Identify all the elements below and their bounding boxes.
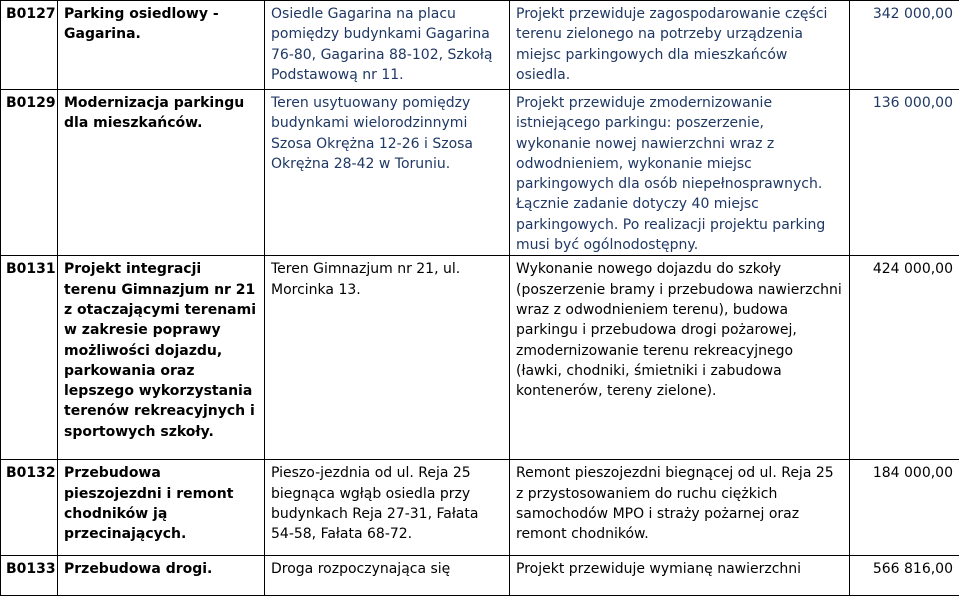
project-amount: 424 000,00	[850, 256, 959, 460]
project-code: B0132	[1, 460, 58, 556]
project-location: Pieszo-jezdnia od ul. Reja 25 biegnąca wgłąb osiedla przy budynkach Reja 27-31, Fałata 54-58, Fałata 68-72.	[265, 460, 510, 556]
project-code: B0127	[1, 1, 58, 90]
project-description: Projekt przewiduje wymianę nawierzchni	[510, 556, 850, 596]
project-amount: 136 000,00	[850, 90, 959, 256]
project-description: Remont pieszojezdni biegnącej od ul. Reja 25 z przystosowaniem do ruchu ciężkich samochodów MPO i straży pożarnej oraz remont chodników.	[510, 460, 850, 556]
project-location: Osiedle Gagarina na placu pomiędzy budynkami Gagarina 76-80, Gagarina 88-102, Szkołą Podstawową nr 11.	[265, 1, 510, 90]
project-description: Projekt przewiduje zmodernizowanie istniejącego parkingu: poszerzenie, wykonanie nowej nawierzchni wraz z odwodnieniem, wykonanie miejsc parkingowych dla osób niepełnosprawnych. Łącznie zadanie dotyczy 40 miejsc parkingowych. Po realizacji projektu parking musi być ogólnodostępny.	[510, 90, 850, 256]
table-row	[1, 1, 959, 90]
project-name: Modernizacja parkingu dla mieszkańców.	[58, 90, 265, 256]
project-code: B0131	[1, 256, 58, 460]
project-location: Teren usytuowany pomiędzy budynkami wielorodzinnymi Szosa Okrężna 12-26 i Szosa Okrężna 28-42 w Toruniu.	[265, 90, 510, 256]
project-description: Projekt przewiduje zagospodarowanie części terenu zielonego na potrzeby urządzenia miejsc parkingowych dla mieszkańców osiedla.	[510, 1, 850, 90]
project-name: Przebudowa pieszojezdni i remont chodników ją przecinających.	[58, 460, 265, 556]
table-row	[1, 556, 959, 596]
table-row	[1, 256, 959, 460]
project-description: Wykonanie nowego dojazdu do szkoły (poszerzenie bramy i przebudowa nawierzchni wraz z odwodnieniem terenu), budowa parkingu i przebudowa drogi pożarowej, zmodernizowanie terenu rekreacyjnego (ławki, chodniki, śmietniki i zabudowa kontenerów, tereny zielone).	[510, 256, 850, 460]
project-name: Parking osiedlowy - Gagarina.	[58, 1, 265, 90]
project-amount: 566 816,00	[850, 556, 959, 596]
project-location: Droga rozpoczynająca się	[265, 556, 510, 596]
project-amount: 342 000,00	[850, 1, 959, 90]
project-name: Projekt integracji terenu Gimnazjum nr 21 z otaczającymi terenami w zakresie poprawy możliwości dojazdu, parkowania oraz lepszego wykorzystania terenów rekreacyjnych i sportowych szkoły.	[58, 256, 265, 460]
project-name: Przebudowa drogi.	[58, 556, 265, 596]
table-row	[1, 90, 959, 256]
project-code: B0129	[1, 90, 58, 256]
table-row	[1, 460, 959, 556]
project-location: Teren Gimnazjum nr 21, ul. Morcinka 13.	[265, 256, 510, 460]
project-code: B0133	[1, 556, 58, 596]
project-amount: 184 000,00	[850, 460, 959, 556]
